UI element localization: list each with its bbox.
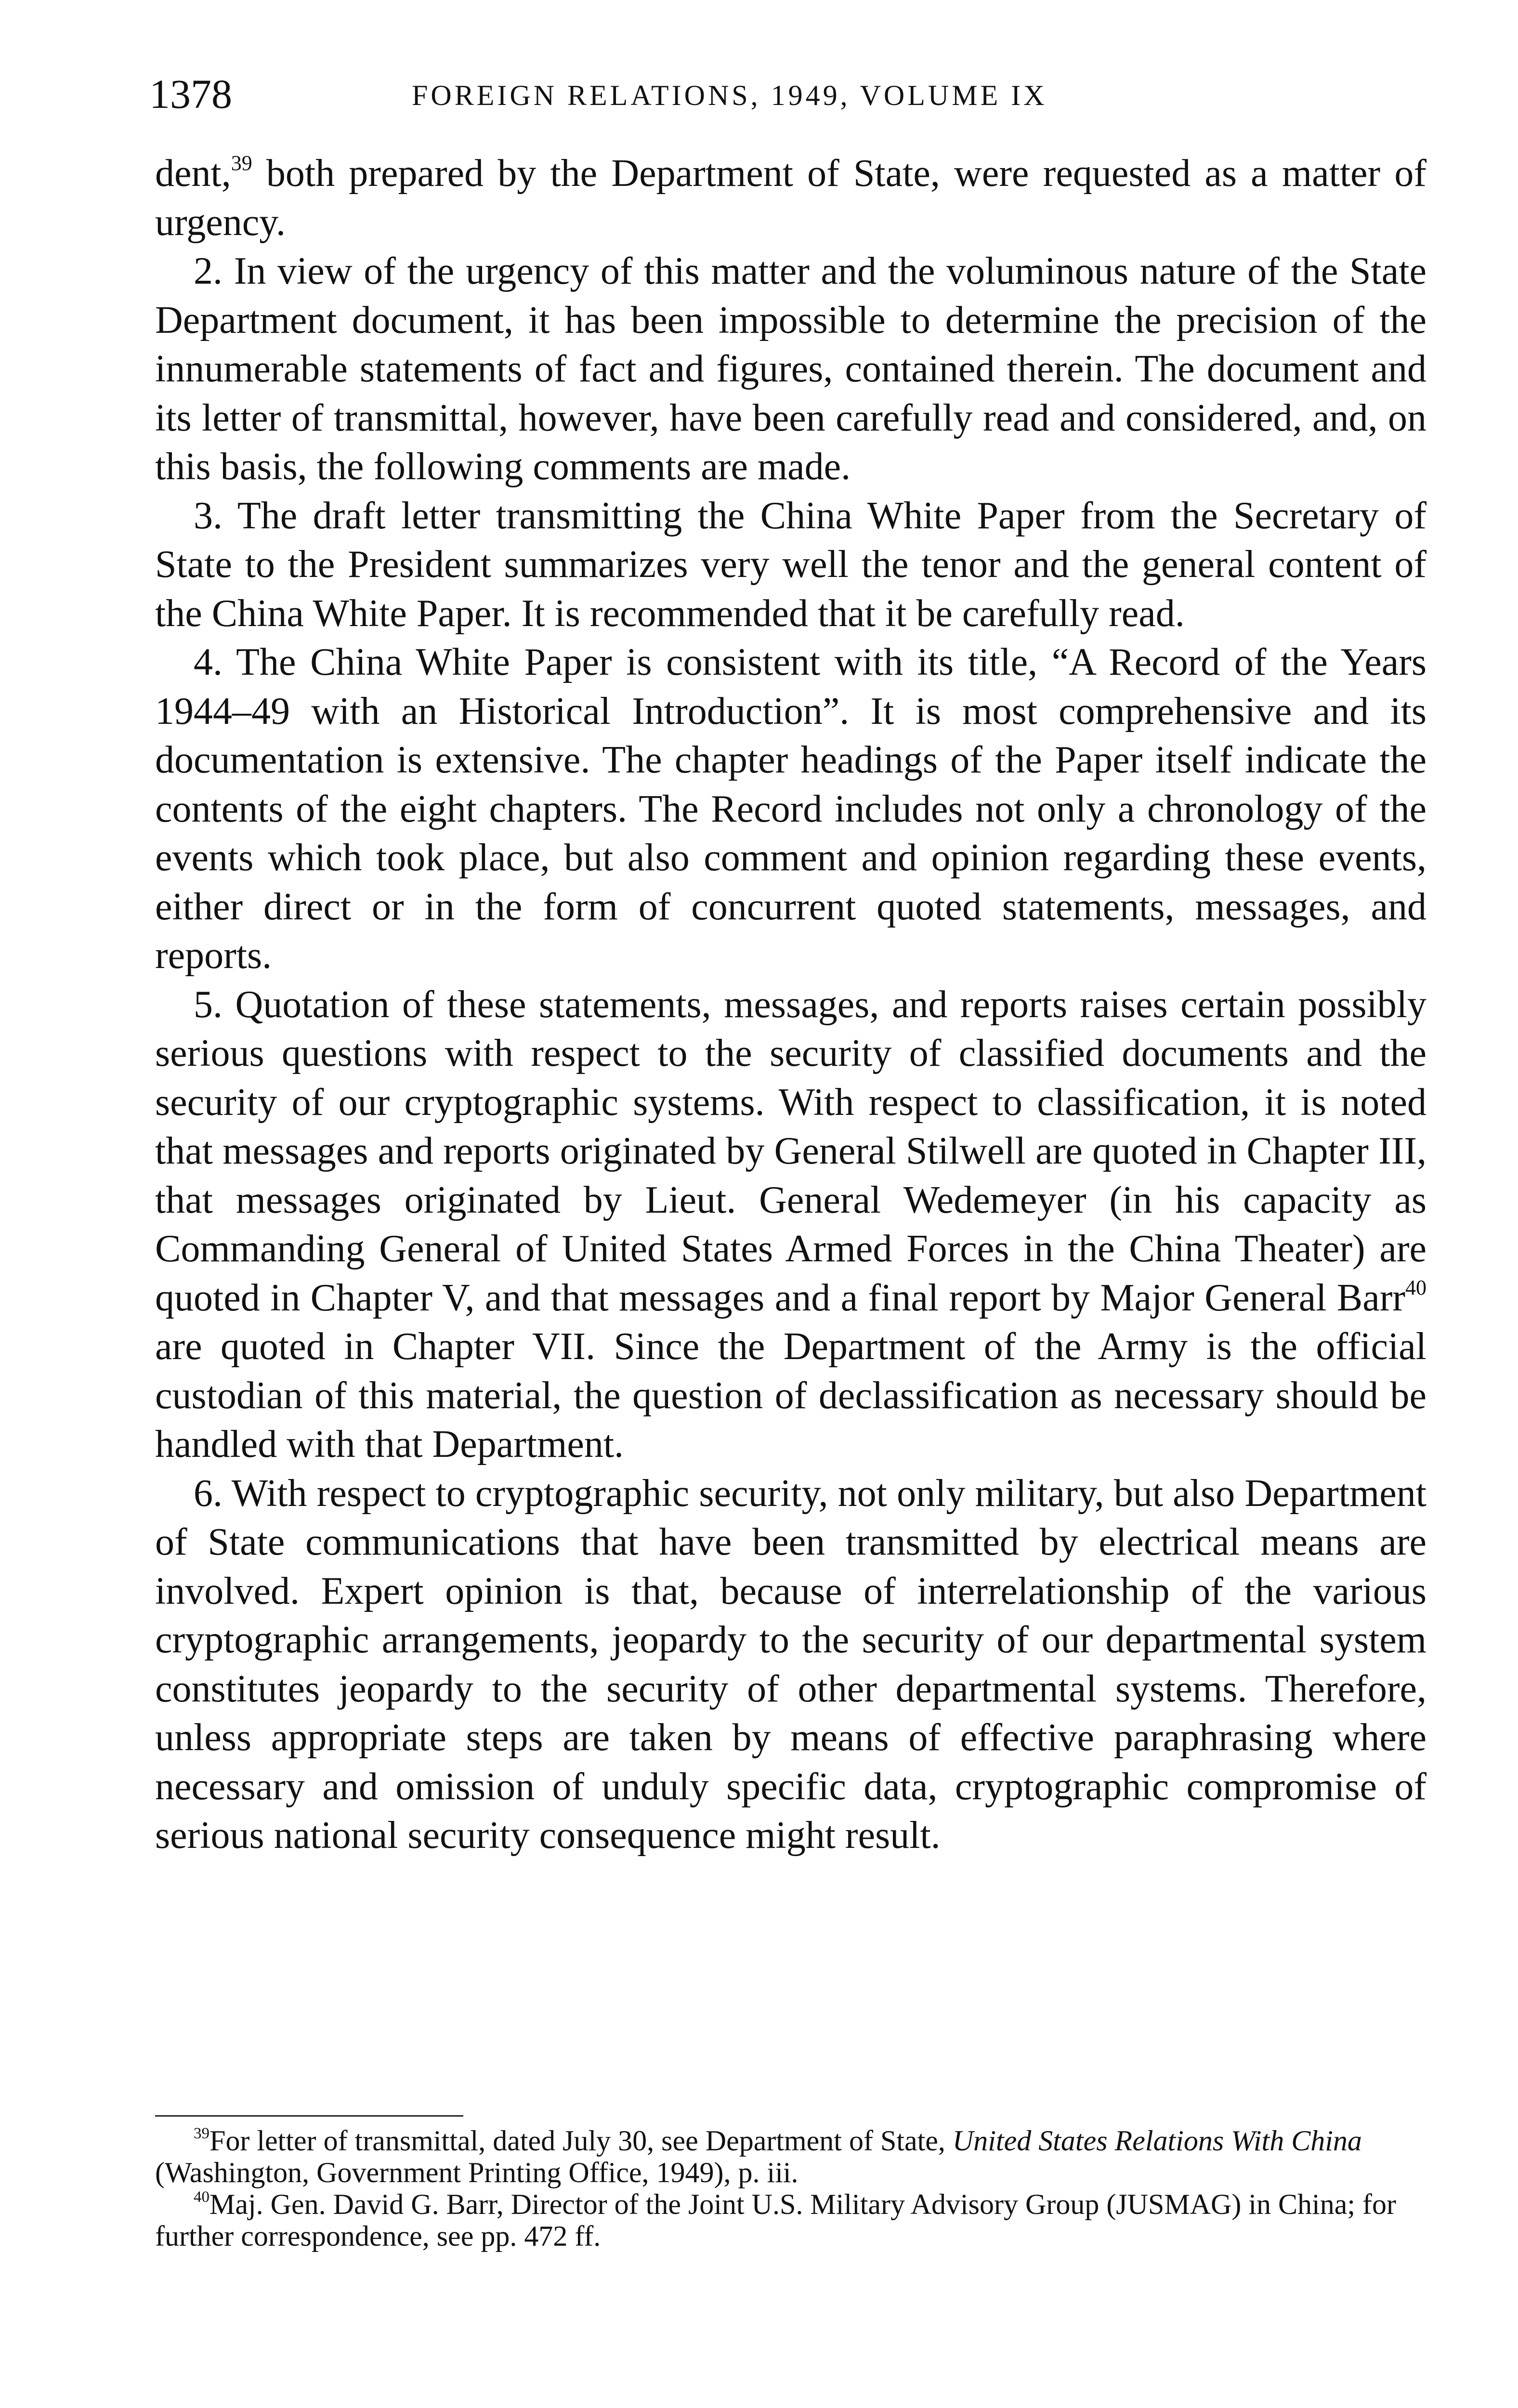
footnote-text: (Washington, Government Printing Office, 1949), p. iii. xyxy=(155,2157,798,2188)
footnote-39 xyxy=(155,2125,1426,2188)
footnotes xyxy=(155,2125,1426,2252)
footnote-number: 40 xyxy=(194,2188,209,2206)
footnote-book-title: United States Relations With China xyxy=(952,2125,1362,2157)
footnote-40 xyxy=(155,2188,1426,2252)
paragraph-4: 4. The China White Paper is consistent with its title, “A Record of the Years 1944–49 with an Historical Introduction”. It is most comprehensive and its documentation is extensive. The chapter headings of the Paper itself indicate the contents of the eight chapters. The Record includes not only a chronology of the events which took place, but also comment and opinion regarding these events, either direct or in the form of concurrent quoted statements, messages, and reports. xyxy=(155,641,1426,977)
paragraph-5 xyxy=(155,981,1426,1469)
footnote-divider xyxy=(155,2115,463,2117)
paragraph-text: both prepared by the Department of State, were requested as a matter of urgency. xyxy=(155,152,1426,244)
footnote-ref-39: 39 xyxy=(231,151,252,175)
running-head: FOREIGN RELATIONS, 1949, VOLUME IX xyxy=(412,79,1047,111)
paragraph-2: 2. In view of the urgency of this matter and the voluminous nature of the State Department document, it has been impossible to determine the precision of the innumerable statements of fact and figures, contained therein. The document and its letter of transmittal, however, have been carefully read and considered, and, on this basis, the following comments are made. xyxy=(155,250,1426,488)
page-number: 1378 xyxy=(149,71,232,117)
body-text xyxy=(155,149,1426,1860)
page-header xyxy=(149,67,1430,120)
paragraph-3: 3. The draft letter transmitting the China White Paper from the Secretary of State to the President summarizes very well the tenor and the general content of the China White Paper. It is recommended that it be carefully read. xyxy=(155,494,1426,635)
footnote-ref-40: 40 xyxy=(1405,1275,1426,1299)
paragraph-text: dent, xyxy=(155,152,231,195)
footnote-text: For letter of transmittal, dated July 30, see Department of State, xyxy=(209,2125,953,2157)
paragraph-6: 6. With respect to cryptographic security, not only military, but also Department of State communications that have been transmitted by electrical means are involved. Expert opinion is that, because of interrelationship of the various cryptographic arrangements, jeopardy to the security of our departmental system constitutes jeopardy to the security of other departmental systems. Therefore, unless appropriate steps are taken by means of effective paraphrasing where necessary and omission of unduly specific data, cryptographic compromise of serious national security consequence might result. xyxy=(155,1472,1426,1857)
paragraph-continuation xyxy=(155,149,1426,247)
paragraph-text: 5. Quotation of these statements, messages, and reports raises certain possibly serious questions with respect to the security of classified documents and the security of our cryptographic systems. With respect to classification, it is noted that messages and reports originated by General Stilwell are quoted in Chapter III, that messages originated by Lieut. General Wedemeyer (in his capacity as Commanding General of United States Armed Forces in the China Theater) are quoted in Chapter V, and that messages and a final report by Major General Barr xyxy=(155,983,1426,1319)
paragraph-text: are quoted in Chapter VII. Since the Department of the Army is the official custodian of this material, the question of declassification as necessary should be handled with that Department. xyxy=(155,1325,1426,1466)
footnote-text: Maj. Gen. David G. Barr, Director of the Joint U.S. Military Advisory Group (JUSMAG) in China; for further correspondence, see pp. 472 ff. xyxy=(155,2188,1396,2252)
footnote-number: 39 xyxy=(194,2125,209,2143)
